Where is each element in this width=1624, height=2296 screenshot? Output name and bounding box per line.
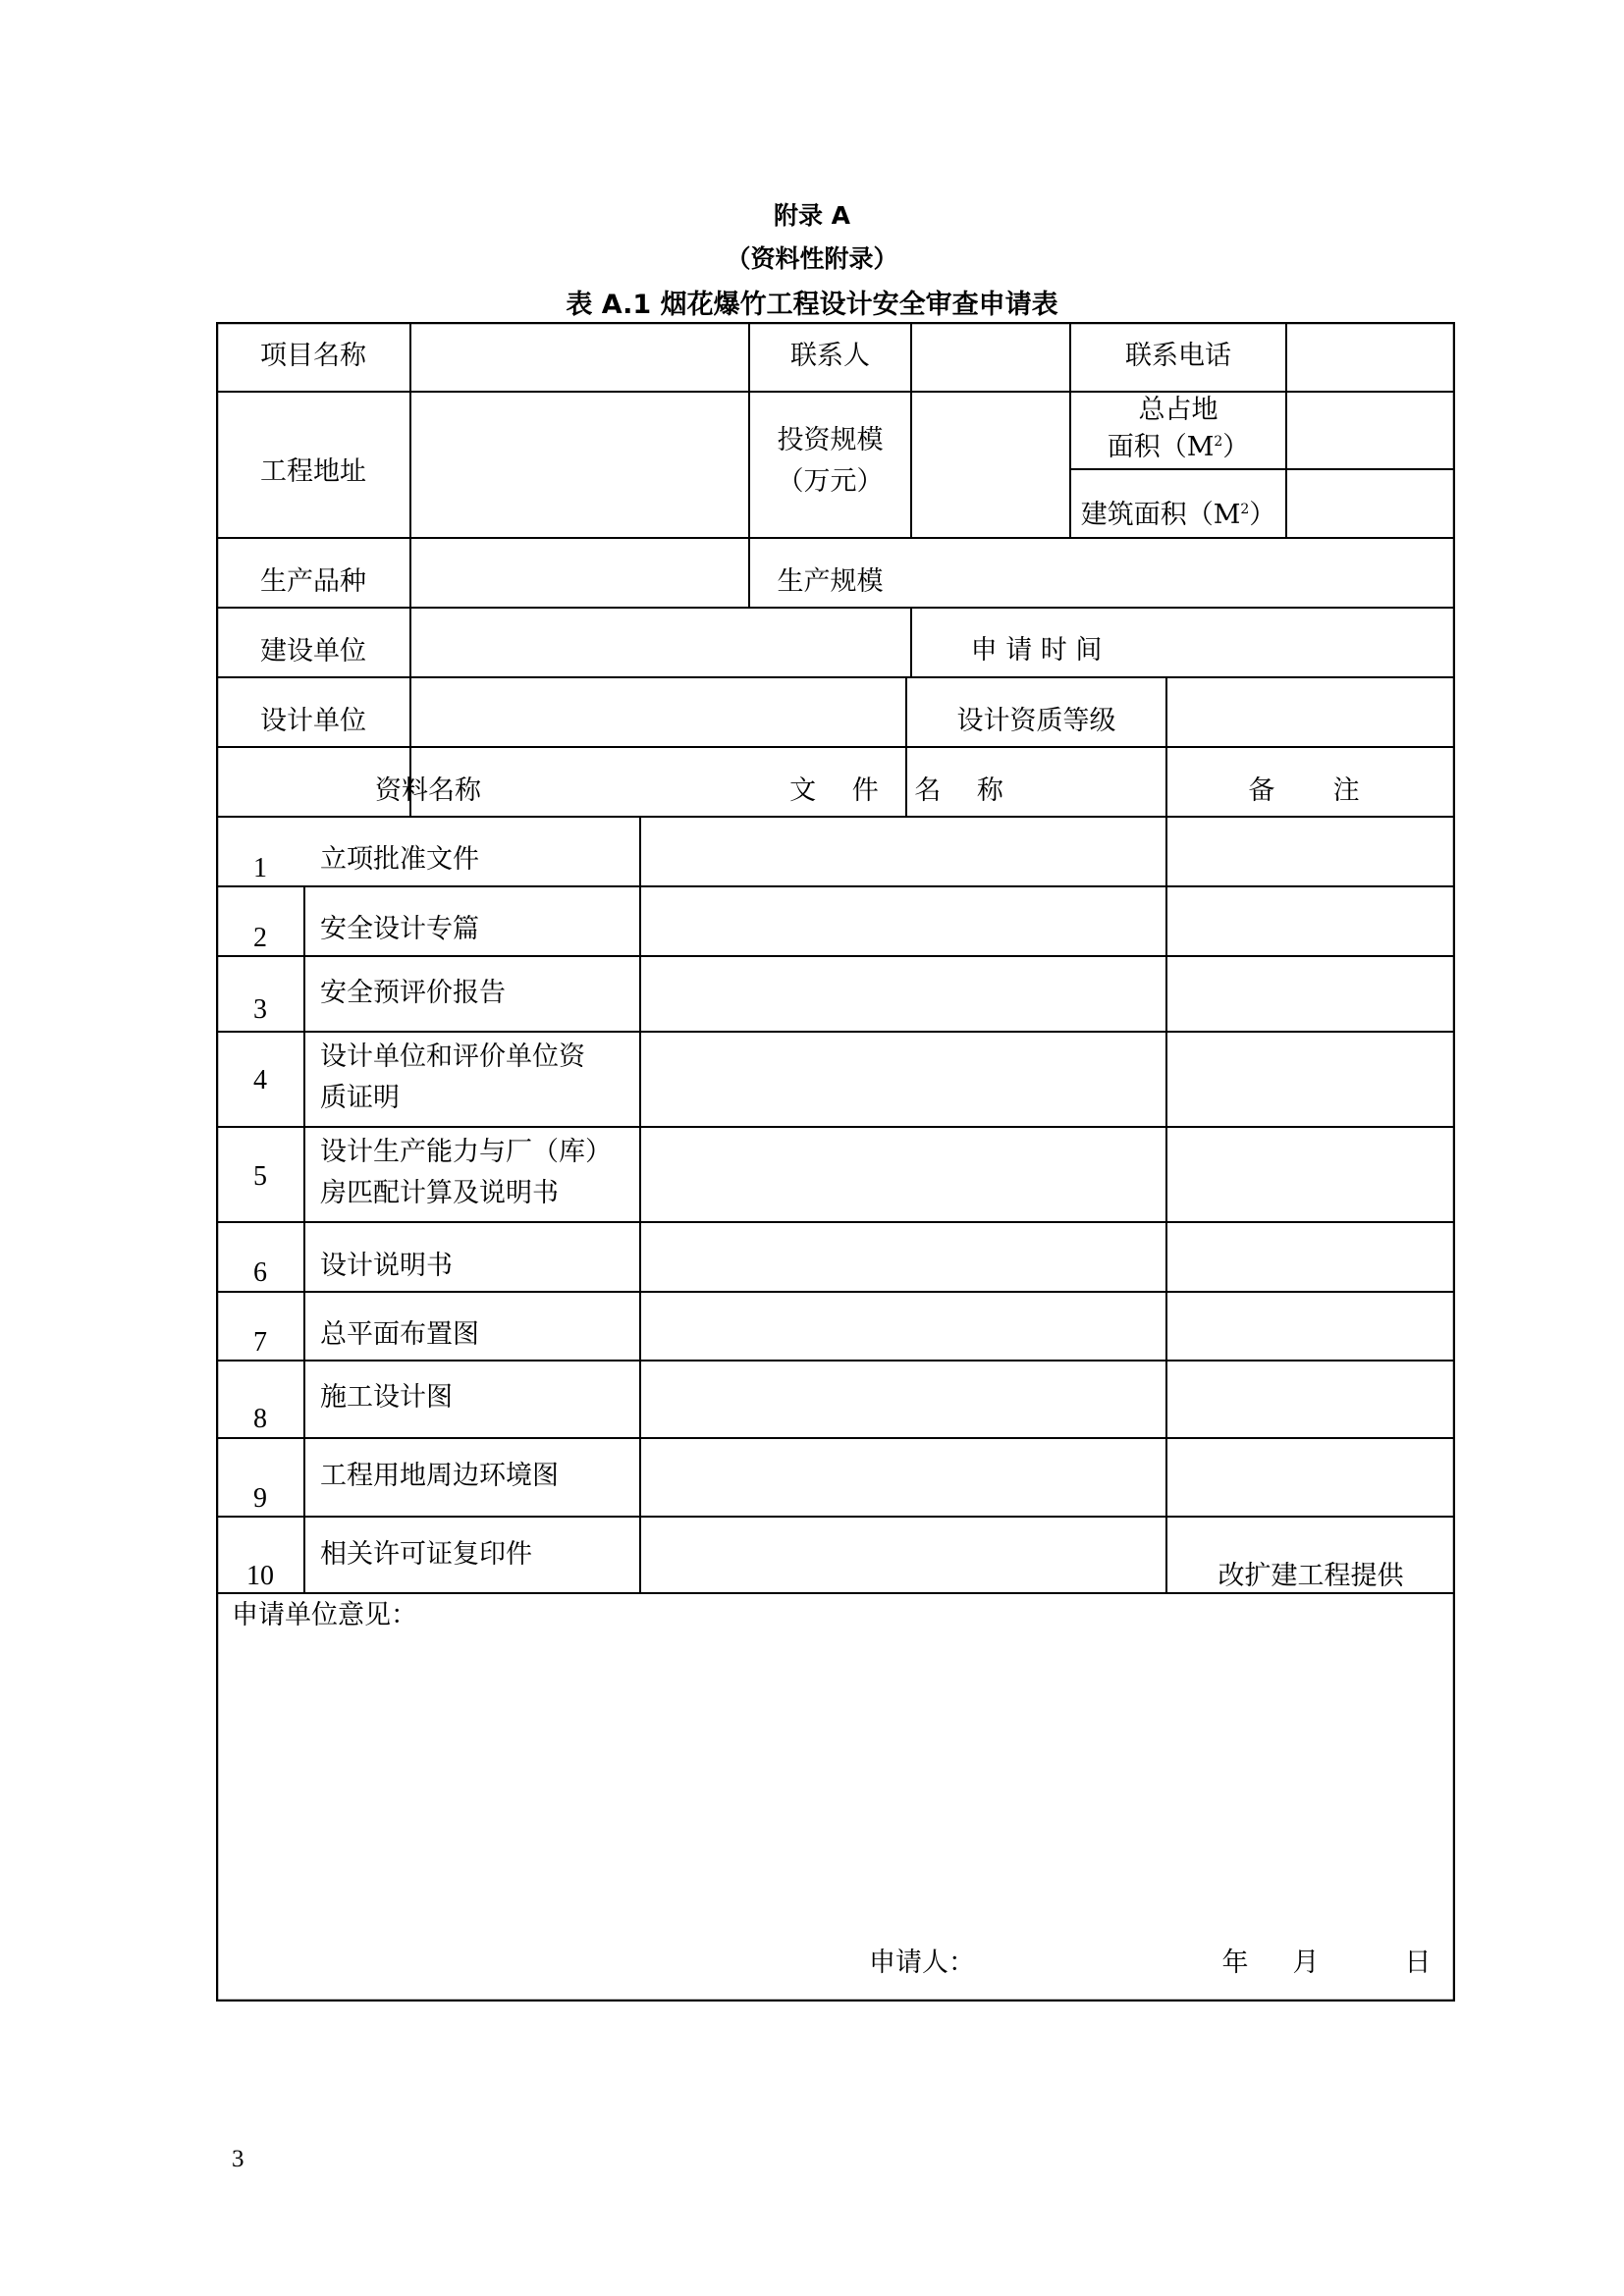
production-scale-label: 生产规模	[777, 566, 884, 597]
page-number: 3	[232, 2146, 244, 2172]
address-label: 工程地址	[260, 456, 366, 487]
builder-label: 建设单位	[260, 636, 366, 667]
row-number: 9	[253, 1483, 267, 1514]
product-type-label: 生产品种	[260, 566, 366, 597]
doc-remark: 改扩建工程提供	[1218, 1561, 1404, 1591]
doc-name: 安全预评价报告	[320, 978, 506, 1008]
investment-label-line1: 投资规模	[777, 425, 884, 455]
remark-header: 备 注	[1248, 775, 1374, 806]
row-number: 4	[253, 1065, 267, 1095]
doc-name-header: 资料名称	[375, 775, 481, 806]
designer-label: 设计单位	[260, 706, 366, 736]
total-area-label-line1: 总占地	[1138, 395, 1218, 425]
design-grade-label: 设计资质等级	[956, 706, 1116, 736]
phone-label: 联系电话	[1125, 341, 1231, 371]
project-name-label: 项目名称	[260, 341, 366, 371]
doc-name: 总平面布置图	[320, 1319, 479, 1350]
doc-name-line1: 设计单位和评价单位资	[320, 1041, 585, 1072]
row-number: 10	[246, 1561, 274, 1591]
building-area-label: 建筑面积$(M^2)$	[1080, 500, 1276, 530]
year-label: 年	[1221, 1948, 1249, 1978]
doc-name-line2: 质证明	[320, 1083, 400, 1113]
total-area-label-line2: 面积$(M^2)$	[1107, 432, 1250, 462]
table-title: 表 A.1 烟花爆竹工程设计安全审查申请表	[566, 290, 1058, 320]
file-name-header: 文 件 名 称	[789, 775, 1017, 806]
row-number: 6	[253, 1257, 267, 1288]
row-number: 8	[253, 1404, 267, 1434]
apply-time-label: 申 请 时 间	[970, 635, 1103, 666]
doc-name: 设计说明书	[320, 1251, 453, 1281]
applicant-label: 申请人：	[869, 1948, 975, 1978]
investment-label-line2: （万元）	[777, 466, 884, 497]
doc-name: 立项批准文件	[320, 844, 479, 875]
application-form-table	[216, 322, 1455, 2002]
contact-label: 联系人	[790, 341, 870, 371]
row-number: 1	[253, 853, 267, 883]
row-number: 5	[253, 1161, 267, 1192]
doc-name: 工程用地周边环境图	[320, 1461, 559, 1491]
appendix-heading: 附录 A	[773, 201, 851, 230]
row-number: 2	[253, 923, 267, 953]
doc-name: 安全设计专篇	[320, 914, 479, 944]
row-number: 7	[253, 1327, 267, 1358]
appendix-note: （资料性附录）	[726, 244, 898, 273]
opinion-label: 申请单位意见：	[232, 1600, 417, 1630]
doc-name: 相关许可证复印件	[320, 1539, 532, 1570]
row-number: 3	[253, 994, 267, 1025]
day-label: 日	[1404, 1948, 1432, 1978]
doc-name-line1: 设计生产能力与厂（库）	[320, 1137, 612, 1167]
doc-name: 施工设计图	[320, 1382, 453, 1413]
month-label: 月	[1292, 1948, 1320, 1978]
doc-name-line2: 房匹配计算及说明书	[320, 1178, 559, 1208]
